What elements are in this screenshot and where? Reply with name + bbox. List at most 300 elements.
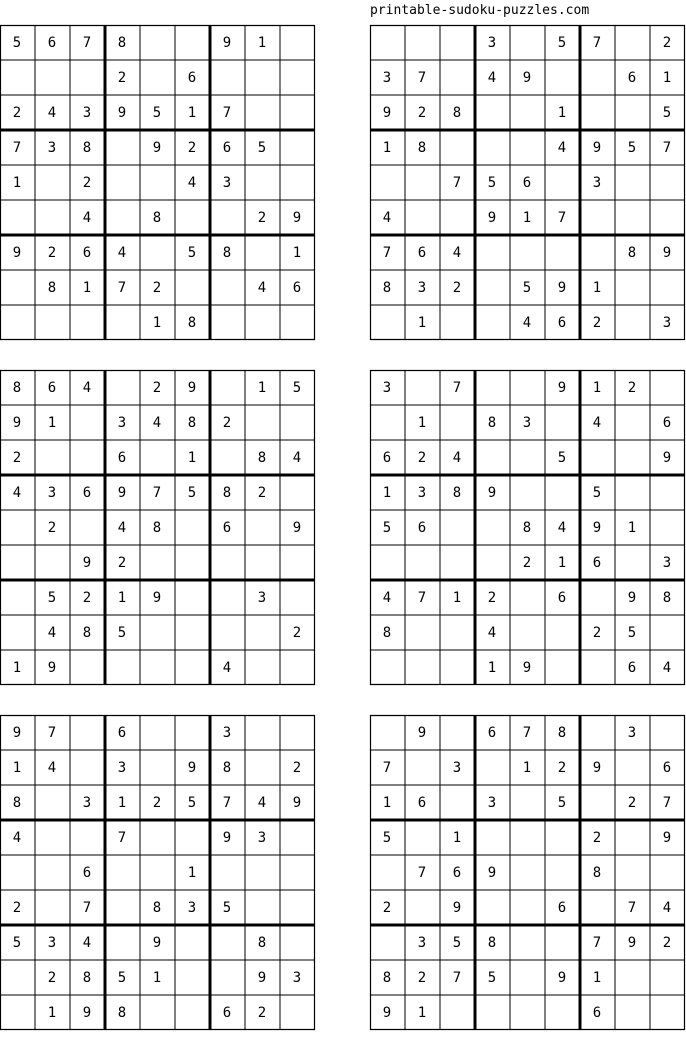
empty-cell[interactable] (580, 60, 615, 95)
given-digit-cell[interactable]: 7 (47, 724, 57, 741)
empty-cell[interactable] (615, 200, 650, 235)
empty-cell[interactable] (510, 370, 545, 405)
empty-cell[interactable] (650, 510, 685, 545)
given-digit-cell[interactable]: 1 (12, 174, 22, 191)
empty-cell[interactable] (615, 545, 650, 580)
given-digit-cell[interactable]: 8 (222, 244, 232, 261)
given-digit-cell[interactable]: 8 (557, 724, 567, 741)
empty-cell[interactable] (475, 510, 510, 545)
given-digit-cell[interactable]: 5 (187, 244, 197, 261)
empty-cell[interactable] (140, 545, 175, 580)
given-digit-cell[interactable]: 4 (82, 379, 92, 396)
empty-cell[interactable] (440, 785, 475, 820)
empty-cell[interactable] (280, 925, 315, 960)
given-digit-cell[interactable]: 3 (187, 899, 197, 916)
given-digit-cell[interactable]: 7 (522, 724, 532, 741)
empty-cell[interactable] (475, 305, 510, 340)
given-digit-cell[interactable]: 2 (152, 794, 162, 811)
given-digit-cell[interactable]: 4 (82, 934, 92, 951)
given-digit-cell[interactable]: 1 (47, 1004, 57, 1021)
empty-cell[interactable] (280, 130, 315, 165)
empty-cell[interactable] (440, 200, 475, 235)
empty-cell[interactable] (650, 855, 685, 890)
given-digit-cell[interactable]: 1 (522, 759, 532, 776)
empty-cell[interactable] (650, 475, 685, 510)
given-digit-cell[interactable]: 8 (382, 969, 392, 986)
empty-cell[interactable] (175, 545, 210, 580)
empty-cell[interactable] (245, 715, 280, 750)
given-digit-cell[interactable]: 9 (152, 589, 162, 606)
given-digit-cell[interactable]: 4 (452, 449, 462, 466)
empty-cell[interactable] (580, 785, 615, 820)
given-digit-cell[interactable]: 4 (82, 209, 92, 226)
given-digit-cell[interactable]: 8 (222, 759, 232, 776)
given-digit-cell[interactable]: 4 (662, 899, 672, 916)
given-digit-cell[interactable]: 2 (152, 379, 162, 396)
empty-cell[interactable] (140, 25, 175, 60)
given-digit-cell[interactable]: 8 (592, 864, 602, 881)
given-digit-cell[interactable]: 7 (662, 794, 672, 811)
empty-cell[interactable] (105, 925, 140, 960)
given-digit-cell[interactable]: 9 (452, 899, 462, 916)
given-digit-cell[interactable]: 9 (382, 104, 392, 121)
given-digit-cell[interactable]: 9 (82, 1004, 92, 1021)
empty-cell[interactable] (245, 855, 280, 890)
empty-cell[interactable] (510, 440, 545, 475)
given-digit-cell[interactable]: 2 (117, 554, 127, 571)
given-digit-cell[interactable]: 8 (522, 519, 532, 536)
empty-cell[interactable] (280, 545, 315, 580)
empty-cell[interactable] (615, 855, 650, 890)
given-digit-cell[interactable]: 3 (592, 174, 602, 191)
given-digit-cell[interactable]: 2 (662, 934, 672, 951)
given-digit-cell[interactable]: 7 (117, 279, 127, 296)
given-digit-cell[interactable]: 6 (662, 414, 672, 431)
given-digit-cell[interactable]: 8 (47, 279, 57, 296)
empty-cell[interactable] (370, 405, 405, 440)
given-digit-cell[interactable]: 1 (662, 69, 672, 86)
empty-cell[interactable] (615, 820, 650, 855)
given-digit-cell[interactable]: 9 (522, 659, 532, 676)
empty-cell[interactable] (475, 820, 510, 855)
given-digit-cell[interactable]: 9 (487, 209, 497, 226)
given-digit-cell[interactable]: 1 (452, 829, 462, 846)
given-digit-cell[interactable]: 8 (452, 104, 462, 121)
empty-cell[interactable] (440, 615, 475, 650)
given-digit-cell[interactable]: 7 (627, 899, 637, 916)
given-digit-cell[interactable]: 3 (452, 759, 462, 776)
given-digit-cell[interactable]: 8 (382, 624, 392, 641)
empty-cell[interactable] (175, 960, 210, 995)
given-digit-cell[interactable]: 9 (12, 724, 22, 741)
given-digit-cell[interactable]: 8 (152, 519, 162, 536)
given-digit-cell[interactable]: 6 (592, 1004, 602, 1021)
given-digit-cell[interactable]: 7 (222, 794, 232, 811)
given-digit-cell[interactable]: 7 (662, 139, 672, 156)
given-digit-cell[interactable]: 5 (662, 104, 672, 121)
empty-cell[interactable] (210, 305, 245, 340)
empty-cell[interactable] (140, 165, 175, 200)
empty-cell[interactable] (650, 960, 685, 995)
empty-cell[interactable] (105, 890, 140, 925)
empty-cell[interactable] (545, 475, 580, 510)
empty-cell[interactable] (35, 440, 70, 475)
given-digit-cell[interactable]: 1 (12, 659, 22, 676)
given-digit-cell[interactable]: 8 (452, 484, 462, 501)
given-digit-cell[interactable]: 3 (417, 484, 427, 501)
given-digit-cell[interactable]: 2 (257, 1004, 267, 1021)
empty-cell[interactable] (245, 165, 280, 200)
given-digit-cell[interactable]: 1 (592, 379, 602, 396)
given-digit-cell[interactable]: 3 (662, 314, 672, 331)
given-digit-cell[interactable]: 9 (417, 724, 427, 741)
empty-cell[interactable] (580, 440, 615, 475)
given-digit-cell[interactable]: 8 (487, 414, 497, 431)
given-digit-cell[interactable]: 8 (82, 139, 92, 156)
empty-cell[interactable] (70, 820, 105, 855)
given-digit-cell[interactable]: 3 (117, 414, 127, 431)
given-digit-cell[interactable]: 2 (187, 139, 197, 156)
given-digit-cell[interactable]: 9 (47, 659, 57, 676)
empty-cell[interactable] (580, 890, 615, 925)
empty-cell[interactable] (650, 370, 685, 405)
given-digit-cell[interactable]: 7 (452, 174, 462, 191)
given-digit-cell[interactable]: 8 (152, 899, 162, 916)
empty-cell[interactable] (140, 820, 175, 855)
given-digit-cell[interactable]: 4 (47, 624, 57, 641)
given-digit-cell[interactable]: 2 (592, 314, 602, 331)
empty-cell[interactable] (245, 510, 280, 545)
empty-cell[interactable] (545, 650, 580, 685)
given-digit-cell[interactable]: 2 (417, 449, 427, 466)
given-digit-cell[interactable]: 1 (152, 314, 162, 331)
empty-cell[interactable] (105, 305, 140, 340)
empty-cell[interactable] (475, 130, 510, 165)
given-digit-cell[interactable]: 8 (12, 794, 22, 811)
empty-cell[interactable] (0, 615, 35, 650)
given-digit-cell[interactable]: 9 (592, 759, 602, 776)
given-digit-cell[interactable]: 3 (487, 34, 497, 51)
given-digit-cell[interactable]: 1 (292, 244, 302, 261)
empty-cell[interactable] (35, 820, 70, 855)
given-digit-cell[interactable]: 4 (522, 314, 532, 331)
empty-cell[interactable] (280, 165, 315, 200)
given-digit-cell[interactable]: 1 (47, 414, 57, 431)
given-digit-cell[interactable]: 1 (382, 139, 392, 156)
given-digit-cell[interactable]: 4 (382, 589, 392, 606)
empty-cell[interactable] (70, 60, 105, 95)
given-digit-cell[interactable]: 1 (257, 34, 267, 51)
given-digit-cell[interactable]: 7 (222, 104, 232, 121)
given-digit-cell[interactable]: 6 (592, 554, 602, 571)
given-digit-cell[interactable]: 6 (557, 314, 567, 331)
empty-cell[interactable] (545, 820, 580, 855)
given-digit-cell[interactable]: 1 (592, 279, 602, 296)
given-digit-cell[interactable]: 1 (522, 209, 532, 226)
given-digit-cell[interactable]: 5 (117, 624, 127, 641)
empty-cell[interactable] (615, 440, 650, 475)
given-digit-cell[interactable]: 6 (117, 724, 127, 741)
empty-cell[interactable] (545, 235, 580, 270)
empty-cell[interactable] (280, 890, 315, 925)
empty-cell[interactable] (475, 545, 510, 580)
given-digit-cell[interactable]: 5 (557, 794, 567, 811)
given-digit-cell[interactable]: 9 (257, 969, 267, 986)
empty-cell[interactable] (615, 25, 650, 60)
given-digit-cell[interactable]: 7 (452, 969, 462, 986)
empty-cell[interactable] (510, 890, 545, 925)
empty-cell[interactable] (245, 890, 280, 925)
given-digit-cell[interactable]: 8 (487, 934, 497, 951)
empty-cell[interactable] (140, 60, 175, 95)
empty-cell[interactable] (650, 200, 685, 235)
given-digit-cell[interactable]: 2 (627, 794, 637, 811)
empty-cell[interactable] (210, 925, 245, 960)
empty-cell[interactable] (175, 580, 210, 615)
given-digit-cell[interactable]: 2 (592, 624, 602, 641)
given-digit-cell[interactable]: 8 (82, 624, 92, 641)
given-digit-cell[interactable]: 9 (187, 759, 197, 776)
given-digit-cell[interactable]: 2 (627, 379, 637, 396)
given-digit-cell[interactable]: 5 (292, 379, 302, 396)
given-digit-cell[interactable]: 3 (662, 554, 672, 571)
empty-cell[interactable] (510, 960, 545, 995)
given-digit-cell[interactable]: 1 (627, 519, 637, 536)
given-digit-cell[interactable]: 5 (47, 589, 57, 606)
empty-cell[interactable] (245, 405, 280, 440)
given-digit-cell[interactable]: 3 (382, 69, 392, 86)
empty-cell[interactable] (615, 305, 650, 340)
empty-cell[interactable] (105, 855, 140, 890)
empty-cell[interactable] (35, 60, 70, 95)
given-digit-cell[interactable]: 6 (557, 899, 567, 916)
given-digit-cell[interactable]: 5 (12, 34, 22, 51)
given-digit-cell[interactable]: 2 (417, 969, 427, 986)
given-digit-cell[interactable]: 3 (487, 794, 497, 811)
given-digit-cell[interactable]: 3 (222, 724, 232, 741)
empty-cell[interactable] (245, 305, 280, 340)
given-digit-cell[interactable]: 5 (222, 899, 232, 916)
empty-cell[interactable] (370, 305, 405, 340)
empty-cell[interactable] (440, 305, 475, 340)
empty-cell[interactable] (245, 95, 280, 130)
given-digit-cell[interactable]: 5 (187, 484, 197, 501)
empty-cell[interactable] (405, 890, 440, 925)
given-digit-cell[interactable]: 2 (257, 209, 267, 226)
empty-cell[interactable] (440, 545, 475, 580)
given-digit-cell[interactable]: 9 (187, 379, 197, 396)
given-digit-cell[interactable]: 8 (417, 139, 427, 156)
empty-cell[interactable] (370, 25, 405, 60)
given-digit-cell[interactable]: 2 (47, 519, 57, 536)
given-digit-cell[interactable]: 7 (382, 244, 392, 261)
empty-cell[interactable] (280, 715, 315, 750)
given-digit-cell[interactable]: 2 (257, 484, 267, 501)
empty-cell[interactable] (405, 750, 440, 785)
empty-cell[interactable] (370, 925, 405, 960)
given-digit-cell[interactable]: 9 (222, 34, 232, 51)
given-digit-cell[interactable]: 2 (117, 69, 127, 86)
empty-cell[interactable] (210, 200, 245, 235)
empty-cell[interactable] (650, 270, 685, 305)
empty-cell[interactable] (580, 235, 615, 270)
empty-cell[interactable] (405, 820, 440, 855)
given-digit-cell[interactable]: 6 (452, 864, 462, 881)
empty-cell[interactable] (545, 925, 580, 960)
empty-cell[interactable] (545, 855, 580, 890)
empty-cell[interactable] (105, 165, 140, 200)
empty-cell[interactable] (510, 855, 545, 890)
empty-cell[interactable] (615, 270, 650, 305)
given-digit-cell[interactable]: 2 (47, 969, 57, 986)
given-digit-cell[interactable]: 1 (152, 969, 162, 986)
given-digit-cell[interactable]: 5 (12, 934, 22, 951)
given-digit-cell[interactable]: 7 (417, 69, 427, 86)
given-digit-cell[interactable]: 8 (257, 934, 267, 951)
empty-cell[interactable] (70, 650, 105, 685)
empty-cell[interactable] (405, 200, 440, 235)
given-digit-cell[interactable]: 1 (257, 379, 267, 396)
empty-cell[interactable] (475, 995, 510, 1030)
empty-cell[interactable] (140, 995, 175, 1030)
given-digit-cell[interactable]: 3 (82, 794, 92, 811)
given-digit-cell[interactable]: 9 (12, 244, 22, 261)
given-digit-cell[interactable]: 6 (82, 244, 92, 261)
empty-cell[interactable] (650, 165, 685, 200)
given-digit-cell[interactable]: 3 (627, 724, 637, 741)
given-digit-cell[interactable]: 2 (82, 174, 92, 191)
empty-cell[interactable] (615, 405, 650, 440)
empty-cell[interactable] (210, 270, 245, 305)
given-digit-cell[interactable]: 9 (592, 519, 602, 536)
given-digit-cell[interactable]: 2 (47, 244, 57, 261)
empty-cell[interactable] (440, 650, 475, 685)
given-digit-cell[interactable]: 8 (627, 244, 637, 261)
empty-cell[interactable] (370, 855, 405, 890)
empty-cell[interactable] (405, 650, 440, 685)
given-digit-cell[interactable]: 6 (47, 379, 57, 396)
given-digit-cell[interactable]: 4 (452, 244, 462, 261)
empty-cell[interactable] (175, 820, 210, 855)
given-digit-cell[interactable]: 3 (522, 414, 532, 431)
empty-cell[interactable] (245, 545, 280, 580)
empty-cell[interactable] (140, 855, 175, 890)
empty-cell[interactable] (475, 370, 510, 405)
given-digit-cell[interactable]: 4 (592, 414, 602, 431)
empty-cell[interactable] (35, 200, 70, 235)
given-digit-cell[interactable]: 2 (382, 899, 392, 916)
empty-cell[interactable] (35, 785, 70, 820)
given-digit-cell[interactable]: 1 (382, 484, 392, 501)
empty-cell[interactable] (475, 270, 510, 305)
empty-cell[interactable] (580, 95, 615, 130)
empty-cell[interactable] (70, 440, 105, 475)
empty-cell[interactable] (280, 580, 315, 615)
given-digit-cell[interactable]: 2 (12, 449, 22, 466)
empty-cell[interactable] (70, 715, 105, 750)
given-digit-cell[interactable]: 5 (257, 139, 267, 156)
empty-cell[interactable] (245, 615, 280, 650)
empty-cell[interactable] (210, 545, 245, 580)
empty-cell[interactable] (35, 855, 70, 890)
given-digit-cell[interactable]: 2 (487, 589, 497, 606)
given-digit-cell[interactable]: 6 (222, 519, 232, 536)
given-digit-cell[interactable]: 2 (592, 829, 602, 846)
empty-cell[interactable] (475, 750, 510, 785)
empty-cell[interactable] (650, 615, 685, 650)
given-digit-cell[interactable]: 9 (292, 519, 302, 536)
empty-cell[interactable] (510, 475, 545, 510)
empty-cell[interactable] (0, 855, 35, 890)
empty-cell[interactable] (280, 855, 315, 890)
empty-cell[interactable] (140, 650, 175, 685)
given-digit-cell[interactable]: 3 (47, 139, 57, 156)
empty-cell[interactable] (35, 545, 70, 580)
empty-cell[interactable] (615, 165, 650, 200)
given-digit-cell[interactable]: 2 (557, 759, 567, 776)
empty-cell[interactable] (405, 615, 440, 650)
given-digit-cell[interactable]: 7 (117, 829, 127, 846)
given-digit-cell[interactable]: 2 (82, 589, 92, 606)
given-digit-cell[interactable]: 6 (662, 759, 672, 776)
empty-cell[interactable] (405, 25, 440, 60)
empty-cell[interactable] (280, 305, 315, 340)
empty-cell[interactable] (175, 270, 210, 305)
given-digit-cell[interactable]: 1 (592, 969, 602, 986)
given-digit-cell[interactable]: 6 (187, 69, 197, 86)
empty-cell[interactable] (35, 890, 70, 925)
empty-cell[interactable] (615, 95, 650, 130)
given-digit-cell[interactable]: 6 (522, 174, 532, 191)
given-digit-cell[interactable]: 4 (47, 104, 57, 121)
given-digit-cell[interactable]: 4 (257, 794, 267, 811)
given-digit-cell[interactable]: 7 (592, 934, 602, 951)
given-digit-cell[interactable]: 9 (662, 449, 672, 466)
empty-cell[interactable] (0, 305, 35, 340)
given-digit-cell[interactable]: 1 (417, 1004, 427, 1021)
given-digit-cell[interactable]: 5 (557, 34, 567, 51)
given-digit-cell[interactable]: 8 (117, 34, 127, 51)
empty-cell[interactable] (405, 370, 440, 405)
empty-cell[interactable] (70, 405, 105, 440)
given-digit-cell[interactable]: 4 (12, 484, 22, 501)
empty-cell[interactable] (510, 25, 545, 60)
empty-cell[interactable] (510, 820, 545, 855)
empty-cell[interactable] (280, 25, 315, 60)
given-digit-cell[interactable]: 2 (12, 104, 22, 121)
empty-cell[interactable] (280, 475, 315, 510)
empty-cell[interactable] (580, 580, 615, 615)
given-digit-cell[interactable]: 4 (257, 279, 267, 296)
given-digit-cell[interactable]: 2 (292, 759, 302, 776)
given-digit-cell[interactable]: 8 (382, 279, 392, 296)
given-digit-cell[interactable]: 6 (487, 724, 497, 741)
empty-cell[interactable] (405, 165, 440, 200)
empty-cell[interactable] (440, 510, 475, 545)
given-digit-cell[interactable]: 2 (152, 279, 162, 296)
given-digit-cell[interactable]: 1 (417, 314, 427, 331)
given-digit-cell[interactable]: 9 (557, 379, 567, 396)
given-digit-cell[interactable]: 9 (12, 414, 22, 431)
empty-cell[interactable] (210, 615, 245, 650)
empty-cell[interactable] (650, 995, 685, 1030)
empty-cell[interactable] (210, 960, 245, 995)
empty-cell[interactable] (175, 650, 210, 685)
given-digit-cell[interactable]: 1 (557, 554, 567, 571)
empty-cell[interactable] (440, 995, 475, 1030)
empty-cell[interactable] (475, 235, 510, 270)
empty-cell[interactable] (245, 235, 280, 270)
